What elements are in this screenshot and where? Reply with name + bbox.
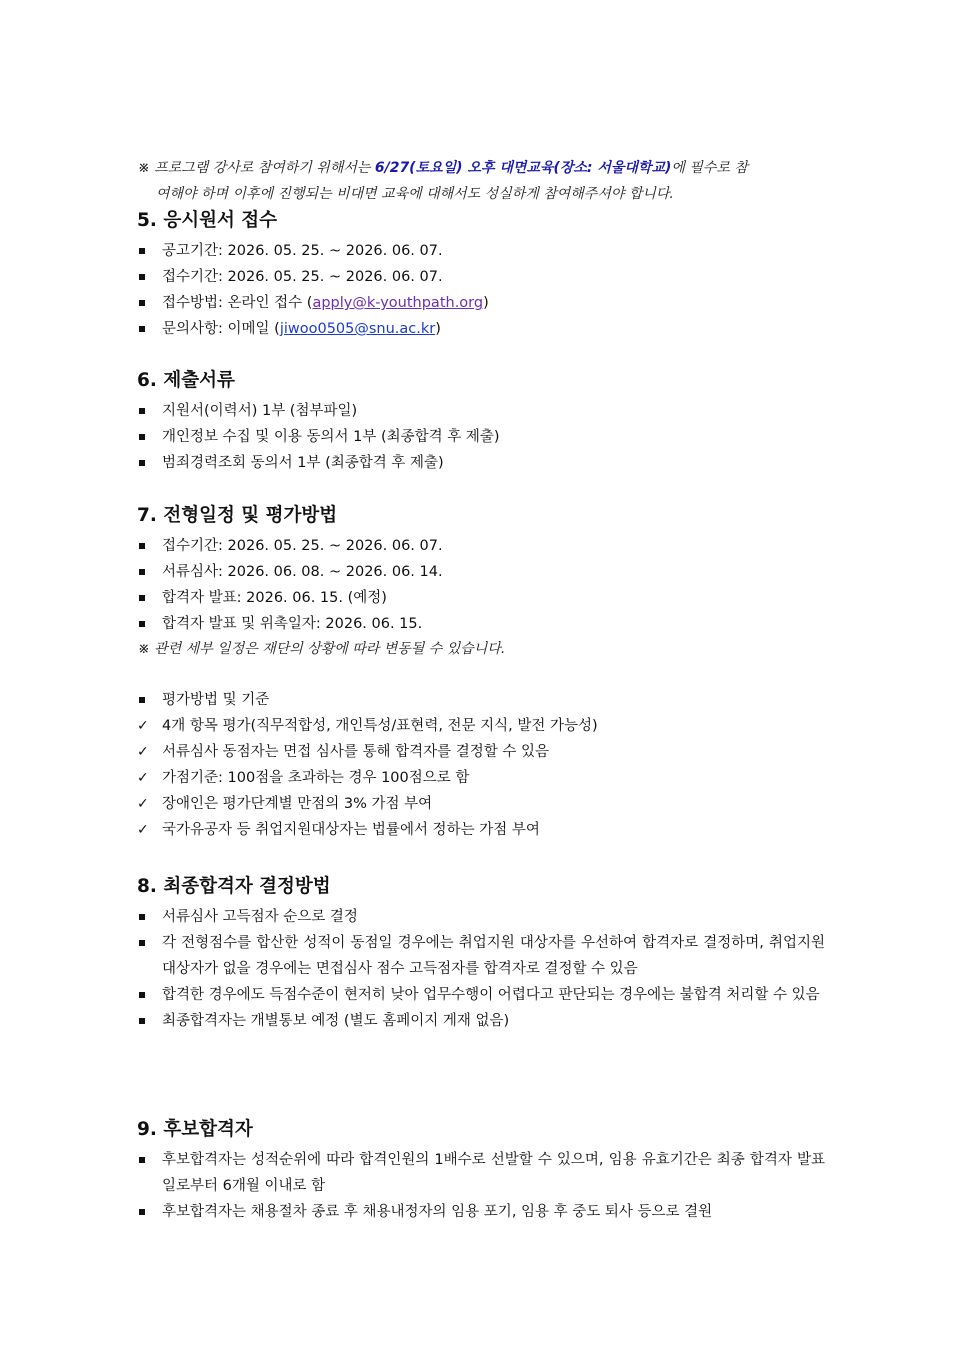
list-item: 접수방법: 온라인 접수 (apply@k-youthpath.org) (162, 295, 489, 311)
section-9-list (137, 1147, 825, 1225)
list-item: 지원서(이력서) 1부 (첨부파일) (162, 403, 358, 419)
evaluation-list (137, 687, 825, 843)
check-mark-icon: ✓ (137, 744, 149, 760)
section-6-title: 6. 제출서류 (137, 370, 235, 391)
list-item: 접수기간: 2026. 05. 25. ~ 2026. 06. 07. (162, 269, 443, 285)
section-8-title: 8. 최종합격자 결정방법 (137, 876, 331, 897)
section-6-list (137, 398, 825, 476)
check-item: ✓ 4개 항목 평가(직무적합성, 개인특성/표현력, 전문 지식, 발전 가능성) (137, 713, 825, 739)
section-7-schedule-list (137, 533, 825, 637)
check-item: ✓ 서류심사 동점자는 면접 심사를 통해 합격자를 결정할 수 있음 (137, 739, 825, 765)
list-item: 서류심사 고득점자 순으로 결정 (162, 909, 358, 925)
contact-email-link[interactable]: jiwoo0505@snu.ac.kr (279, 321, 436, 337)
section-5-title: 5. 응시원서 접수 (137, 210, 278, 231)
list-item: 후보합격자는 성적순위에 따라 합격인원의 1배수로 선발할 수 있으며, 임용 유효기간은 최종 합격자 발표일로부터 6개월 이내로 함 (162, 1152, 825, 1194)
list-item: 합격자 발표 및 위촉일자: 2026. 06. 15. (162, 616, 423, 632)
list-item: 합격자 발표: 2026. 06. 15. (예정) (162, 590, 387, 606)
list-item: 접수기간: 2026. 05. 25. ~ 2026. 06. 07. (162, 538, 443, 554)
check-mark-icon: ✓ (137, 796, 149, 812)
check-mark-icon: ✓ (137, 718, 149, 734)
list-item: 범죄경력조회 동의서 1부 (최종합격 후 제출) (162, 455, 444, 471)
check-mark-icon: ✓ (137, 770, 149, 786)
list-item: 최종합격자는 개별통보 예정 (별도 홈페이지 게재 없음) (162, 1013, 510, 1029)
top-notice-line2: 여해야 하며 이후에 진행되는 비대면 교육에 대해서도 성실하게 참여해주셔야 합니다. (156, 186, 674, 202)
apply-email-link[interactable]: apply@k-youthpath.org (312, 295, 484, 311)
section-5-list (137, 238, 825, 342)
list-item: 각 전형점수를 합산한 성적이 동점일 경우에는 취업지원 대상자를 우선하여 합격자로 결정하며, 취업지원 대상자가 없을 경우에는 면접심사 점수 고득점자를 합격자로 결정할 수 있음 (162, 935, 825, 977)
notice-highlight: 6/27(토요일) 오후 대면교육(장소: 서울대학교) (374, 160, 672, 176)
section-7-title: 7. 전형일정 및 평가방법 (137, 505, 338, 526)
list-item: 개인정보 수집 및 이용 동의서 1부 (최종합격 후 제출) (162, 429, 500, 445)
check-item: ✓ 장애인은 평가단계별 만점의 3% 가점 부여 (137, 791, 825, 817)
list-item: 공고기간: 2026. 05. 25. ~ 2026. 06. 07. (162, 243, 443, 259)
list-item: 서류심사: 2026. 06. 08. ~ 2026. 06. 14. (162, 564, 443, 580)
list-item: 평가방법 및 기준 (162, 692, 270, 708)
list-item: 후보합격자는 채용절차 종료 후 채용내정자의 임용 포기, 임용 후 중도 퇴사 등으로 결원 (162, 1204, 713, 1220)
top-notice (138, 155, 838, 207)
check-item: ✓ 국가유공자 등 취업지원대상자는 법률에서 정하는 가점 부여 (137, 817, 825, 843)
section-8-list (137, 904, 825, 1034)
check-mark-icon: ✓ (137, 822, 149, 838)
section-9-title: 9. 후보합격자 (137, 1119, 253, 1140)
top-notice-line1: ※ 프로그램 강사로 참여하기 위해서는 6/27(토요일) 오후 대면교육(장소: 서울대학교)에 필수로 참 (138, 160, 748, 176)
check-item: ✓ 가점기준: 100점을 초과하는 경우 100점으로 함 (137, 765, 825, 791)
list-item: 합격한 경우에도 득점수준이 현저히 낮아 업무수행이 어렵다고 판단되는 경우에는 불합격 처리할 수 있음 (162, 987, 820, 1003)
list-item: 문의사항: 이메일 (jiwoo0505@snu.ac.kr) (162, 321, 441, 337)
schedule-notice: ※ 관련 세부 일정은 재단의 상황에 따라 변동될 수 있습니다. (138, 641, 506, 657)
